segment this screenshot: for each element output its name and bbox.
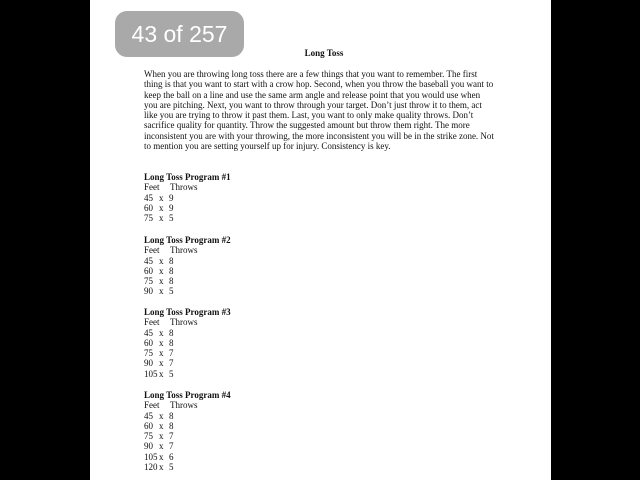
table-row: [144, 286, 344, 296]
table-row: [144, 348, 344, 358]
program-header: [144, 400, 344, 410]
times-sign: x: [159, 462, 164, 473]
table-row: [144, 338, 344, 348]
feet-value: 120: [144, 462, 158, 473]
feet-value: 90: [144, 286, 153, 297]
feet-header: Feet: [144, 317, 160, 328]
table-row: [144, 452, 344, 462]
long-toss-program-2: [144, 235, 344, 297]
table-row: [144, 276, 344, 286]
throws-value: 7: [169, 441, 174, 452]
feet-value: 75: [144, 348, 153, 359]
table-row: [144, 328, 344, 338]
table-row: [144, 358, 344, 368]
table-row: [144, 193, 344, 203]
throws-header: Throws: [170, 317, 198, 328]
throws-value: 5: [169, 368, 174, 379]
feet-value: 60: [144, 420, 153, 431]
feet-header: Feet: [144, 400, 160, 411]
throws-value: 9: [169, 202, 174, 213]
times-sign: x: [159, 420, 164, 431]
feet-header: Feet: [144, 182, 160, 193]
table-row: [144, 256, 344, 266]
intro-paragraph: When you are throwing long toss there are a few things that you want to remember. The first thing is that you want to start with a crow hop. Second, when you throw the baseball you want to keep the ball on a line and use the same arm angle and release point that you would use when you are pitching. Next, you want to throw through your target. Don’t just throw it to them, act like you are trying to throw it past them. Last, you want to only make quality throws. Don’t sacrifice quality for quantity. Throw the suggested amount but throw them right. The more inconsistent you are with your throwing, the more inconsistent you will be in the strike zone. Not to mention you are setting yourself up for injury. Consistency is key.: [144, 69, 494, 152]
feet-header: Feet: [144, 245, 160, 256]
throws-header: Throws: [170, 245, 198, 256]
times-sign: x: [159, 202, 164, 213]
throws-value: 7: [169, 358, 174, 369]
feet-value: 60: [144, 202, 153, 213]
throws-value: 8: [169, 337, 174, 348]
feet-value: 45: [144, 192, 153, 203]
throws-value: 5: [169, 462, 174, 473]
times-sign: x: [159, 358, 164, 369]
throws-value: 5: [169, 286, 174, 297]
throws-header: Throws: [170, 182, 198, 193]
long-toss-program-1: [144, 172, 344, 223]
feet-value: 105: [144, 368, 158, 379]
times-sign: x: [159, 348, 164, 359]
feet-value: 75: [144, 213, 153, 224]
times-sign: x: [159, 276, 164, 287]
throws-value: 8: [169, 265, 174, 276]
table-row: [144, 462, 344, 472]
long-toss-program-4: [144, 390, 344, 472]
table-row: [144, 213, 344, 223]
table-row: [144, 431, 344, 441]
table-row: [144, 441, 344, 451]
throws-value: 8: [169, 327, 174, 338]
throws-value: 7: [169, 348, 174, 359]
times-sign: x: [159, 265, 164, 276]
feet-value: 60: [144, 337, 153, 348]
throws-value: 5: [169, 213, 174, 224]
times-sign: x: [159, 327, 164, 338]
times-sign: x: [159, 213, 164, 224]
program-title: Long Toss Program #3: [144, 307, 231, 317]
times-sign: x: [159, 431, 164, 442]
times-sign: x: [159, 337, 164, 348]
throws-value: 7: [169, 431, 174, 442]
program-header: [144, 317, 344, 327]
table-row: [144, 266, 344, 276]
table-row: [144, 203, 344, 213]
throws-value: 8: [169, 420, 174, 431]
feet-value: 45: [144, 255, 153, 266]
program-title: Long Toss Program #1: [144, 172, 231, 182]
throws-value: 9: [169, 192, 174, 203]
times-sign: x: [159, 410, 164, 421]
throws-value: 8: [169, 276, 174, 287]
table-row: [144, 411, 344, 421]
program-header: [144, 245, 344, 255]
long-toss-program-3: [144, 307, 344, 379]
times-sign: x: [159, 255, 164, 266]
throws-value: 6: [169, 451, 174, 462]
feet-value: 45: [144, 410, 153, 421]
page-title: Long Toss: [304, 48, 344, 58]
times-sign: x: [159, 368, 164, 379]
throws-value: 8: [169, 255, 174, 266]
feet-value: 75: [144, 276, 153, 287]
throws-header: Throws: [170, 400, 198, 411]
throws-value: 8: [169, 410, 174, 421]
program-header: [144, 182, 344, 192]
times-sign: x: [159, 286, 164, 297]
feet-value: 45: [144, 327, 153, 338]
program-title: Long Toss Program #2: [144, 235, 231, 245]
times-sign: x: [159, 451, 164, 462]
table-row: [144, 369, 344, 379]
feet-value: 90: [144, 441, 153, 452]
feet-value: 75: [144, 431, 153, 442]
times-sign: x: [159, 192, 164, 203]
page-counter-badge: 43 of 257: [115, 11, 244, 57]
feet-value: 105: [144, 451, 158, 462]
feet-value: 60: [144, 265, 153, 276]
program-title: Long Toss Program #4: [144, 390, 231, 400]
table-row: [144, 421, 344, 431]
times-sign: x: [159, 441, 164, 452]
feet-value: 90: [144, 358, 153, 369]
document-page[interactable]: [90, 0, 551, 480]
